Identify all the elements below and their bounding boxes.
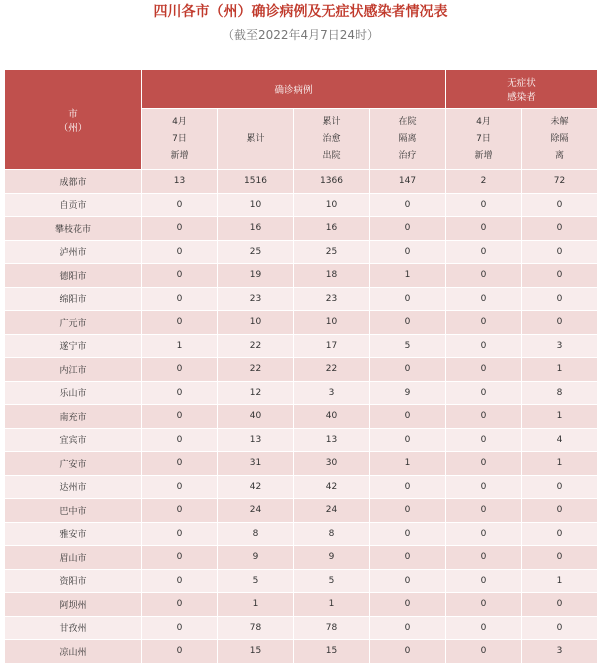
hospital-cell: 0 [370, 311, 446, 335]
hospital-cell: 1 [370, 452, 446, 476]
header-asymptomatic-line2: 感染者 [507, 92, 536, 103]
table-row [5, 287, 598, 311]
asym-new-cell: 0 [446, 217, 522, 241]
table-row [5, 428, 598, 452]
asym-unreleased-cell: 3 [522, 640, 598, 664]
table-row [5, 640, 598, 664]
city-cell: 资阳市 [5, 569, 142, 593]
confirmed-new-cell: 0 [142, 240, 218, 264]
confirmed-total-cell: 78 [218, 616, 294, 640]
asym-new-cell: 0 [446, 452, 522, 476]
confirmed-total-cell: 15 [218, 640, 294, 664]
recovered-cell: 24 [294, 499, 370, 523]
city-cell: 内江市 [5, 358, 142, 382]
confirmed-total-cell: 5 [218, 569, 294, 593]
hospital-cell: 5 [370, 334, 446, 358]
table-row [5, 616, 598, 640]
hospital-cell: 0 [370, 405, 446, 429]
asym-unreleased-cell: 0 [522, 546, 598, 570]
header-asym-new [446, 109, 522, 170]
confirmed-new-cell: 0 [142, 499, 218, 523]
hospital-cell: 0 [370, 240, 446, 264]
hospital-cell: 0 [370, 616, 446, 640]
table-row [5, 217, 598, 241]
asym-new-cell: 0 [446, 193, 522, 217]
header-line: 累计 [246, 133, 265, 144]
confirmed-total-cell: 12 [218, 381, 294, 405]
hospital-cell: 9 [370, 381, 446, 405]
asym-new-cell: 0 [446, 334, 522, 358]
recovered-cell: 18 [294, 264, 370, 288]
city-cell: 巴中市 [5, 499, 142, 523]
asym-new-cell: 0 [446, 640, 522, 664]
header-line: 4月 [476, 116, 491, 127]
asym-new-cell: 0 [446, 311, 522, 335]
recovered-cell: 78 [294, 616, 370, 640]
asym-new-cell: 0 [446, 358, 522, 382]
confirmed-total-cell: 10 [218, 311, 294, 335]
recovered-cell: 10 [294, 193, 370, 217]
city-cell: 广元市 [5, 311, 142, 335]
header-line: 7日 [476, 133, 491, 144]
city-cell: 泸州市 [5, 240, 142, 264]
page-title: 四川各市（州）确诊病例及无症状感染者情况表 [153, 4, 448, 20]
header-recovered [294, 109, 370, 170]
confirmed-total-cell: 22 [218, 358, 294, 382]
confirmed-new-cell: 0 [142, 428, 218, 452]
confirmed-new-cell: 0 [142, 569, 218, 593]
table-row [5, 546, 598, 570]
recovered-cell: 17 [294, 334, 370, 358]
header-line: 在院 [398, 116, 417, 127]
confirmed-total-cell: 22 [218, 334, 294, 358]
confirmed-new-cell: 0 [142, 311, 218, 335]
city-cell: 南充市 [5, 405, 142, 429]
asym-unreleased-cell: 1 [522, 405, 598, 429]
asym-unreleased-cell: 0 [522, 264, 598, 288]
city-cell: 凉山州 [5, 640, 142, 664]
confirmed-new-cell: 0 [142, 405, 218, 429]
recovered-cell: 25 [294, 240, 370, 264]
table-row [5, 240, 598, 264]
hospital-cell: 0 [370, 569, 446, 593]
asym-unreleased-cell: 72 [522, 170, 598, 194]
asym-unreleased-cell: 0 [522, 287, 598, 311]
hospital-cell: 0 [370, 217, 446, 241]
city-cell: 眉山市 [5, 546, 142, 570]
header-line: 出院 [322, 150, 341, 161]
header-line: 除隔 [550, 133, 569, 144]
table-row [5, 522, 598, 546]
hospital-cell: 0 [370, 546, 446, 570]
confirmed-total-cell: 24 [218, 499, 294, 523]
table-row [5, 569, 598, 593]
recovered-cell: 16 [294, 217, 370, 241]
confirmed-total-cell: 25 [218, 240, 294, 264]
table-row [5, 170, 598, 194]
confirmed-total-cell: 8 [218, 522, 294, 546]
recovered-cell: 3 [294, 381, 370, 405]
confirmed-new-cell: 13 [142, 170, 218, 194]
recovered-cell: 13 [294, 428, 370, 452]
asym-unreleased-cell: 0 [522, 193, 598, 217]
header-line: 离 [555, 150, 565, 161]
city-cell: 绵阳市 [5, 287, 142, 311]
header-asymptomatic-line1: 无症状 [507, 78, 536, 89]
asym-unreleased-cell: 0 [522, 593, 598, 617]
recovered-cell: 5 [294, 569, 370, 593]
confirmed-total-cell: 13 [218, 428, 294, 452]
recovered-cell: 30 [294, 452, 370, 476]
confirmed-total-cell: 10 [218, 193, 294, 217]
confirmed-new-cell: 0 [142, 616, 218, 640]
recovered-cell: 40 [294, 405, 370, 429]
city-cell: 达州市 [5, 475, 142, 499]
confirmed-total-cell: 31 [218, 452, 294, 476]
confirmed-total-cell: 40 [218, 405, 294, 429]
city-cell: 宜宾市 [5, 428, 142, 452]
header-line: 新增 [474, 150, 493, 161]
table-row [5, 311, 598, 335]
confirmed-new-cell: 0 [142, 264, 218, 288]
asym-new-cell: 0 [446, 381, 522, 405]
header-confirmed-group: 确诊病例 [142, 70, 446, 109]
asym-unreleased-cell: 0 [522, 616, 598, 640]
table-row [5, 334, 598, 358]
city-cell: 德阳市 [5, 264, 142, 288]
header-asymptomatic-group [446, 70, 598, 109]
header-hospital [370, 109, 446, 170]
confirmed-new-cell: 0 [142, 475, 218, 499]
header-city-line1: 市 [68, 108, 78, 120]
asym-unreleased-cell: 1 [522, 452, 598, 476]
asym-new-cell: 0 [446, 569, 522, 593]
asym-unreleased-cell: 4 [522, 428, 598, 452]
confirmed-new-cell: 0 [142, 217, 218, 241]
asym-new-cell: 0 [446, 546, 522, 570]
hospital-cell: 147 [370, 170, 446, 194]
table-row [5, 193, 598, 217]
table-header [5, 70, 598, 170]
header-confirmed-new [142, 109, 218, 170]
confirmed-new-cell: 0 [142, 193, 218, 217]
hospital-cell: 0 [370, 358, 446, 382]
recovered-cell: 9 [294, 546, 370, 570]
recovered-cell: 22 [294, 358, 370, 382]
confirmed-new-cell: 0 [142, 381, 218, 405]
header-line: 4月 [172, 116, 187, 127]
hospital-cell: 1 [370, 264, 446, 288]
confirmed-new-cell: 1 [142, 334, 218, 358]
asym-new-cell: 0 [446, 522, 522, 546]
cases-table [4, 69, 598, 664]
confirmed-new-cell: 0 [142, 522, 218, 546]
city-cell: 遂宁市 [5, 334, 142, 358]
asym-new-cell: 0 [446, 287, 522, 311]
asym-new-cell: 0 [446, 264, 522, 288]
header-line: 累计 [322, 116, 341, 127]
confirmed-total-cell: 42 [218, 475, 294, 499]
city-cell: 攀枝花市 [5, 217, 142, 241]
confirmed-new-cell: 0 [142, 358, 218, 382]
table-row [5, 499, 598, 523]
header-line: 治愈 [322, 133, 341, 144]
confirmed-total-cell: 19 [218, 264, 294, 288]
table-row [5, 264, 598, 288]
asym-new-cell: 0 [446, 240, 522, 264]
page-subtitle: （截至2022年4月7日24时） [221, 28, 380, 42]
confirmed-total-cell: 23 [218, 287, 294, 311]
recovered-cell: 8 [294, 522, 370, 546]
header-line: 未解 [550, 116, 569, 127]
asym-unreleased-cell: 8 [522, 381, 598, 405]
asym-unreleased-cell: 0 [522, 311, 598, 335]
asym-new-cell: 2 [446, 170, 522, 194]
header-line: 隔离 [398, 133, 417, 144]
table-row [5, 405, 598, 429]
asym-unreleased-cell: 0 [522, 217, 598, 241]
asym-new-cell: 0 [446, 405, 522, 429]
asym-new-cell: 0 [446, 428, 522, 452]
table-row [5, 358, 598, 382]
recovered-cell: 10 [294, 311, 370, 335]
hospital-cell: 0 [370, 640, 446, 664]
header-city-line2: （州） [58, 122, 88, 134]
hospital-cell: 0 [370, 287, 446, 311]
city-cell: 乐山市 [5, 381, 142, 405]
table-row [5, 452, 598, 476]
table-row [5, 475, 598, 499]
asym-unreleased-cell: 1 [522, 569, 598, 593]
table-row [5, 593, 598, 617]
asym-unreleased-cell: 0 [522, 522, 598, 546]
hospital-cell: 0 [370, 475, 446, 499]
city-cell: 自贡市 [5, 193, 142, 217]
hospital-cell: 0 [370, 522, 446, 546]
table-row [5, 381, 598, 405]
hospital-cell: 0 [370, 193, 446, 217]
hospital-cell: 0 [370, 428, 446, 452]
recovered-cell: 23 [294, 287, 370, 311]
hospital-cell: 0 [370, 593, 446, 617]
recovered-cell: 1366 [294, 170, 370, 194]
asym-new-cell: 0 [446, 475, 522, 499]
confirmed-total-cell: 16 [218, 217, 294, 241]
city-cell: 甘孜州 [5, 616, 142, 640]
city-cell: 阿坝州 [5, 593, 142, 617]
header-line: 新增 [170, 150, 189, 161]
recovered-cell: 42 [294, 475, 370, 499]
asym-unreleased-cell: 0 [522, 240, 598, 264]
confirmed-new-cell: 0 [142, 452, 218, 476]
confirmed-new-cell: 0 [142, 593, 218, 617]
table-body [5, 170, 598, 664]
city-cell: 雅安市 [5, 522, 142, 546]
asym-new-cell: 0 [446, 593, 522, 617]
asym-new-cell: 0 [446, 616, 522, 640]
header-line: 治疗 [398, 150, 417, 161]
asym-unreleased-cell: 1 [522, 358, 598, 382]
recovered-cell: 1 [294, 593, 370, 617]
asym-unreleased-cell: 0 [522, 475, 598, 499]
confirmed-total-cell: 9 [218, 546, 294, 570]
asym-unreleased-cell: 0 [522, 499, 598, 523]
asym-new-cell: 0 [446, 499, 522, 523]
city-cell: 成都市 [5, 170, 142, 194]
header-confirmed-total [218, 109, 294, 170]
recovered-cell: 15 [294, 640, 370, 664]
asym-unreleased-cell: 3 [522, 334, 598, 358]
city-cell: 广安市 [5, 452, 142, 476]
confirmed-new-cell: 0 [142, 640, 218, 664]
confirmed-total-cell: 1 [218, 593, 294, 617]
confirmed-new-cell: 0 [142, 546, 218, 570]
confirmed-total-cell: 1516 [218, 170, 294, 194]
hospital-cell: 0 [370, 499, 446, 523]
header-city [5, 70, 142, 170]
header-asym-unreleased [522, 109, 598, 170]
header-line: 7日 [172, 133, 187, 144]
confirmed-new-cell: 0 [142, 287, 218, 311]
